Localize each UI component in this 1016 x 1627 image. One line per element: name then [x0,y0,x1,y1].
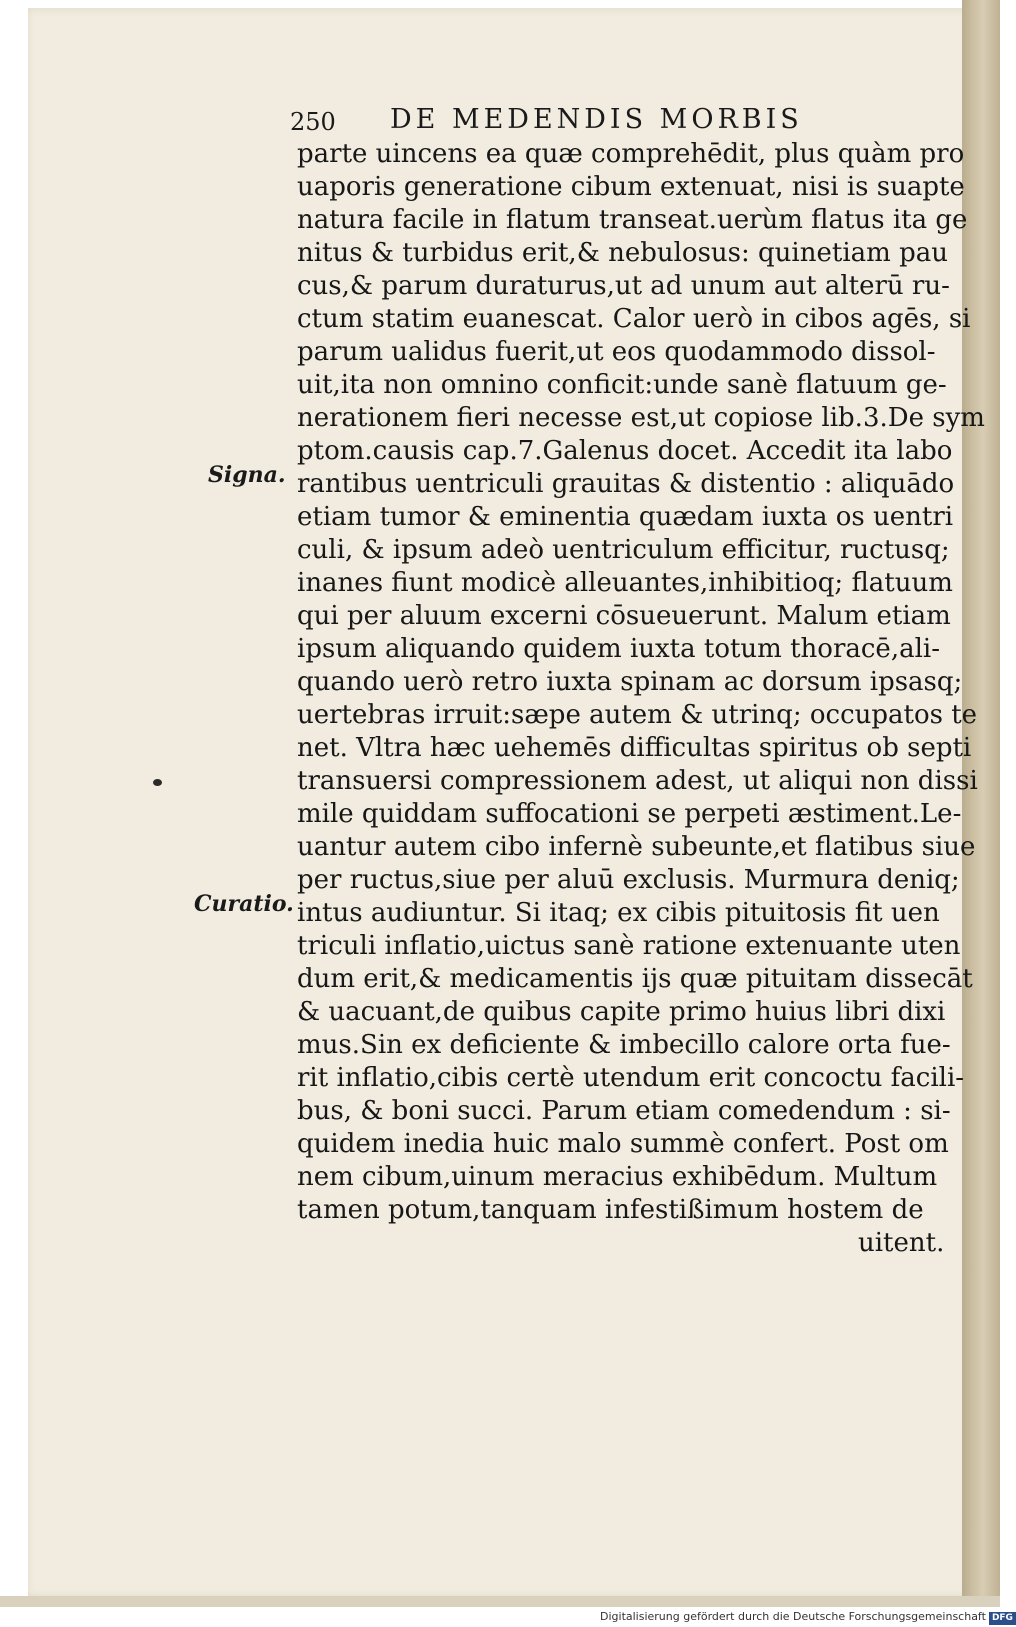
running-head: DE MEDENDIS MORBIS [390,104,803,135]
text-line: qui per aluum excerni cōsueuerunt. Malum etiam [297,601,951,631]
text-line: & uacuant,de quibus capite primo huius libri dixi [297,997,946,1027]
text-line: net. Vltra hæc uehemēs difficultas spiritus ob septi [297,733,972,763]
text-line: rit inflatio,cibis certè utendum erit concoctu facili- [297,1063,965,1093]
text-line: quando uerò retro iuxta spinam ac dorsum ipsasq; [297,667,963,697]
text-line: parum ualidus fuerit,ut eos quodammodo dissol- [297,337,936,367]
text-line: uit,ita non omnino conficit:unde sanè flatuum ge- [297,370,947,400]
text-line: nerationem fieri necesse est,ut copiose lib.3.De sym [297,403,985,433]
text-line: quidem inedia huic malo summè confert. Post om [297,1129,949,1159]
text-line: culi, & ipsum adeò uentriculum efficitur, ructusq; [297,535,950,565]
text-line: tamen potum,tanquam infestißimum hostem de [297,1195,924,1225]
digitization-footer [600,1608,1013,1626]
text-line: uantur autem cibo infernè subeunte,et flatibus siue [297,832,976,862]
text-line: transuersi compressionem adest, ut aliqui non dissi [297,766,978,796]
dfg-logo: DFG [989,1612,1016,1625]
page-number: 250 [290,108,336,136]
text-line: uaporis generatione cibum extenuat, nisi is suapte [297,172,965,202]
text-line: ptom.causis cap.7.Galenus docet. Accedit ita labo [297,436,953,466]
text-line: ipsum aliquando quidem iuxta totum thoracē,ali- [297,634,941,664]
text-line: parte uincens ea quæ comprehēdit, plus quàm pro [297,139,965,169]
text-line: inanes fiunt modicè alleuantes,inhibitioq; flatuum [297,568,953,598]
text-line: mus.Sin ex deficiente & imbecillo calore orta fue- [297,1030,951,1060]
ink-mark [153,779,162,786]
text-line: intus audiuntur. Si itaq; ex cibis pituitosis fit uen [297,898,940,928]
text-line: rantibus uentriculi grauitas & distentio : aliquādo [297,469,955,499]
text-line: uertebras irruit:sæpe autem & utrinq; occupatos te [297,700,978,730]
margin-note-signa: Signa. [208,462,286,488]
text-line: nem cibum,uinum meracius exhibēdum. Multum [297,1162,938,1192]
text-line: per ructus,siue per aluū exclusis. Murmura deniq; [297,865,960,895]
text-line: bus, & boni succi. Parum etiam comedendum : si- [297,1096,951,1126]
footer-credit: Digitalisierung gefördert durch die Deutsche Forschungsgemeinschaft [600,1610,986,1623]
text-line: nitus & turbidus erit,& nebulosus: quinetiam pau [297,238,948,268]
text-line: triculi inflatio,uictus sanè ratione extenuante uten [297,931,961,961]
text-line: etiam tumor & eminentia quædam iuxta os uentri [297,502,954,532]
text-line: cus,& parum duraturus,ut ad unum aut alterū ru- [297,271,950,301]
text-line: mile quiddam suffocationi se perpeti æstiment.Le- [297,799,962,829]
text-line: uitent. [858,1228,945,1258]
text-line: natura facile in flatum transeat.uerùm flatus ita ge [297,205,968,235]
text-line: ctum statim euanescat. Calor uerò in cibos agēs, si [297,304,971,334]
margin-note-curatio: Curatio. [194,891,294,917]
text-line: dum erit,& medicamentis ijs quæ pituitam dissecāt [297,964,973,994]
